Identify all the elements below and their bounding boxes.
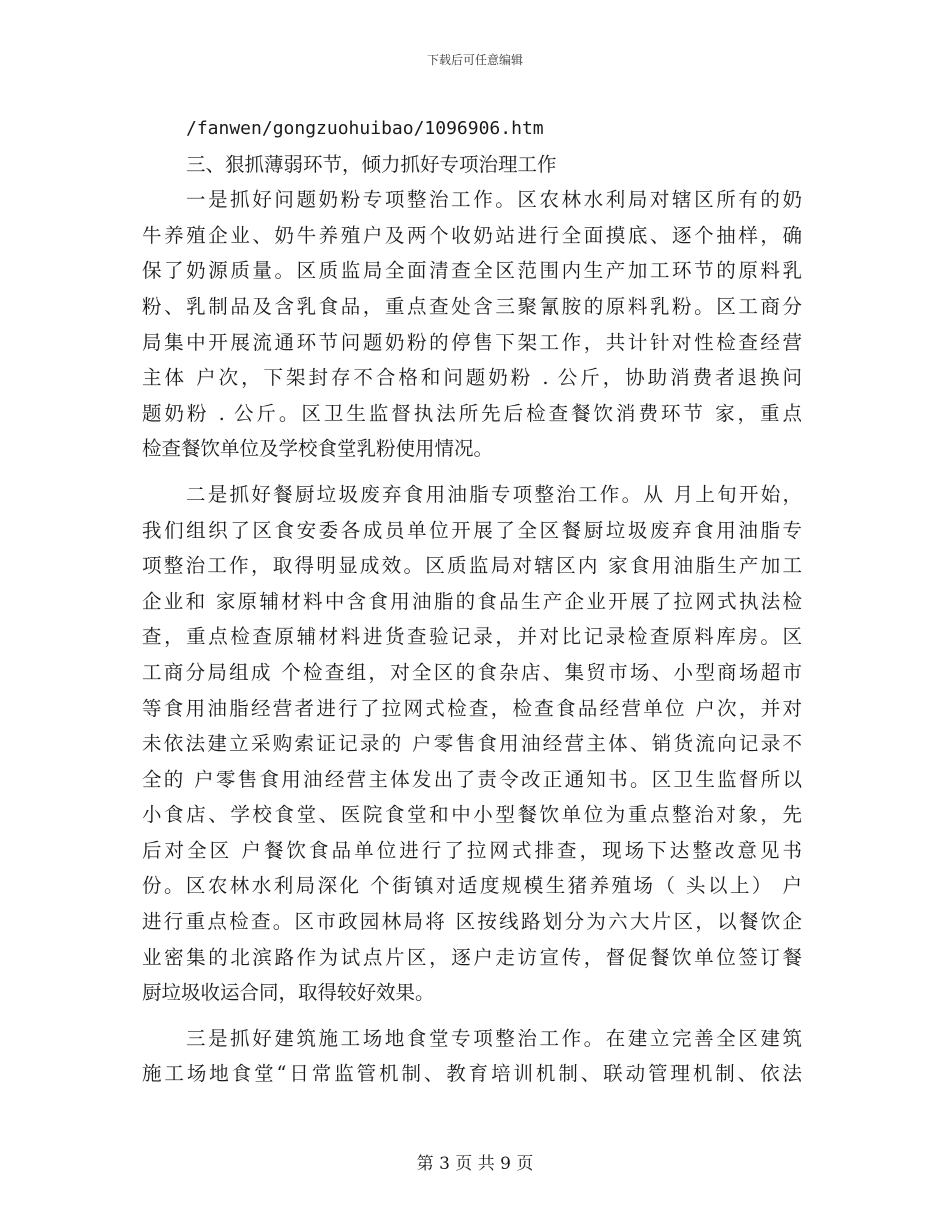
paragraph-line: 粉、乳制品及含乳食品，重点查处含三聚氰胺的原料乳粉。区工商分: [142, 294, 802, 318]
paragraph-line: 全的 户零售食用油经营主体发出了责令改正通知书。区卫生监督所以: [142, 767, 802, 791]
page-header-note: 下载后可任意编辑: [426, 53, 523, 67]
paragraph-line: 后对全区 户餐饮食品单位进行了拉网式排查，现场下达整改意见书: [142, 838, 802, 862]
paragraph-line: 一是抓好问题奶粉专项整治工作。区农林水利局对辖区所有的奶: [186, 188, 802, 212]
source-url-line: /fanwen/gongzuohuibao/1096906.htm: [186, 118, 544, 139]
paragraph-line: 进行重点检查。区市政园林局将 区按线路划分为六大片区，以餐饮企: [142, 910, 802, 934]
paragraph-line: 施工场地食堂“日常监管机制、教育培训机制、联动管理机制、依法: [142, 1062, 802, 1086]
paragraph-line: 局集中开展流通环节问题奶粉的停售下架工作，共计针对性检查经营: [142, 330, 802, 354]
section-heading: 三、狠抓薄弱环节，倾力抓好专项治理工作: [186, 152, 557, 176]
paragraph-line: 企业和 家原辅材料中含食用油脂的食品生产企业开展了拉网式执法检: [142, 589, 802, 613]
paragraph-line: 等食用油脂经营者进行了拉网式检查，检查食品经营单位 户次，并对: [142, 696, 802, 720]
paragraph-line: 牛养殖企业、奶牛养殖户及两个收奶站进行全面摸底、逐个抽样，确: [142, 223, 802, 247]
paragraph-line: 保了奶源质量。区质监局全面清查全区范围内生产加工环节的原料乳: [142, 259, 802, 283]
paragraph-line: 查，重点检查原辅材料进货查验记录，并对比记录检查原料库房。区: [142, 625, 802, 649]
paragraph-line: 项整治工作，取得明显成效。区质监局对辖区内 家食用油脂生产加工: [142, 554, 802, 578]
paragraph-line: 三是抓好建筑施工场地食堂专项整治工作。在建立完善全区建筑: [186, 1026, 802, 1050]
paragraph-line: 我们组织了区食安委各成员单位开展了全区餐厨垃圾废弃食用油脂专: [142, 518, 802, 542]
paragraph-line: 份。区农林水利局深化 个街镇对适度规模生猪养殖场（ 头以上） 户: [142, 874, 802, 898]
paragraph-line: 业密集的北滨路作为试点片区，逐户走访宣传，督促餐饮单位签订餐: [142, 945, 802, 969]
paragraph-line: 检查餐饮单位及学校食堂乳粉使用情况。: [142, 437, 494, 461]
document-body: [142, 111, 802, 1092]
paragraph-line: 厨垃圾收运合同，取得较好效果。: [142, 981, 435, 1005]
paragraph-line: 二是抓好餐厨垃圾废弃食用油脂专项整治工作。从 月上旬开始，: [186, 482, 802, 506]
paragraph-milk-powder: [142, 182, 802, 467]
paragraph-kitchen-waste-oil: [142, 477, 802, 1011]
paragraph-line: 题奶粉 . 公斤。区卫生监督执法所先后检查餐饮消费环节 家，重点: [142, 401, 802, 425]
paragraph-line: 工商分局组成 个检查组，对全区的食杂店、集贸市场、小型商场超市: [142, 660, 802, 684]
paragraph-line: 主体 户次，下架封存不合格和问题奶粉 . 公斤，协助消费者退换问: [142, 366, 802, 390]
page-number-indicator: 第 3 页 共 9 页: [416, 1154, 534, 1174]
paragraph-line: 小食店、学校食堂、医院食堂和中小型餐饮单位为重点整治对象，先: [142, 803, 802, 827]
paragraph-line: 未依法建立采购索证记录的 户零售食用油经营主体、销货流向记录不: [142, 732, 802, 756]
paragraph-construction-canteen: [142, 1021, 802, 1092]
